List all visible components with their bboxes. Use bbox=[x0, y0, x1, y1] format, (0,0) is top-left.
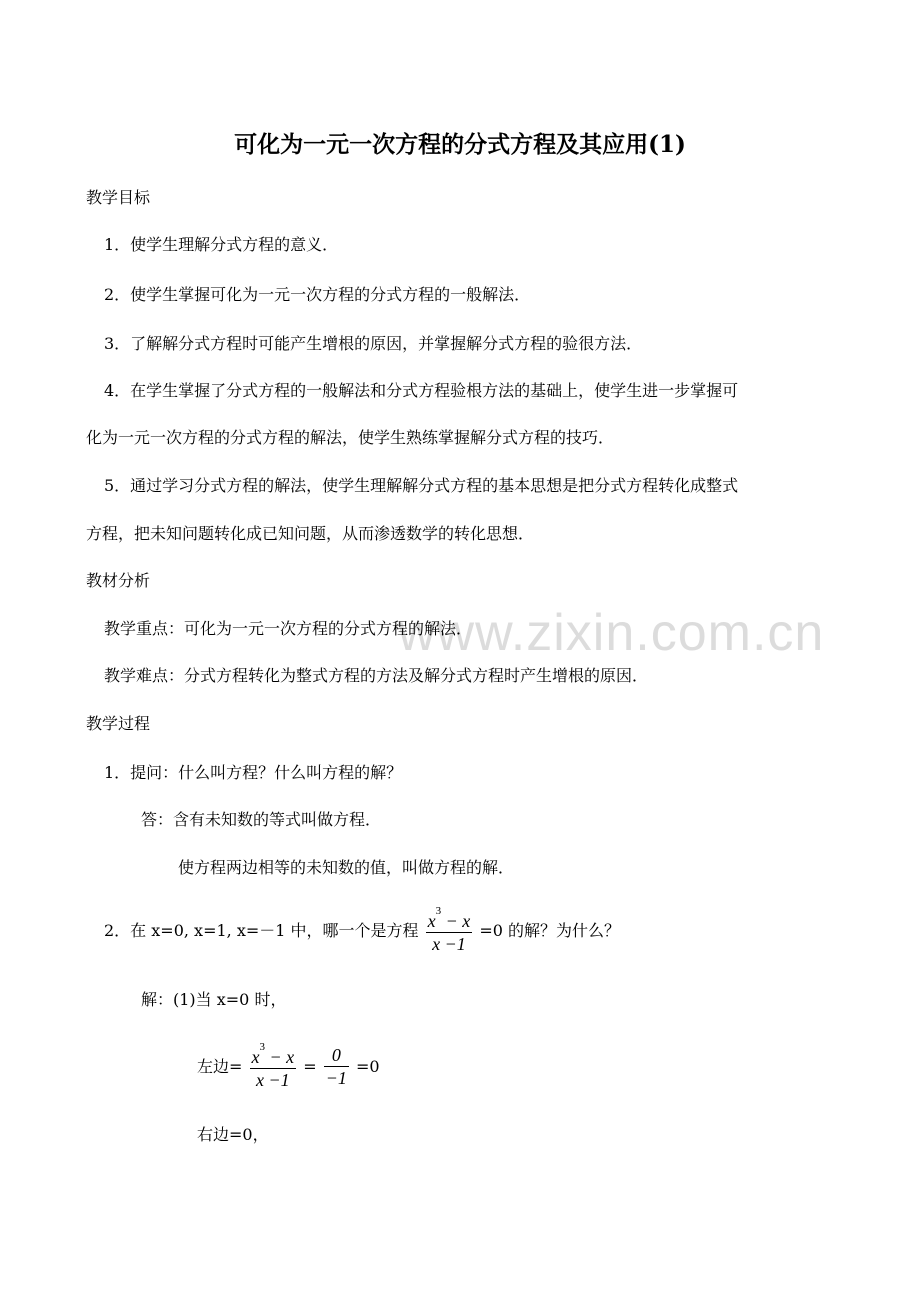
objective-item-continued: 化为一元一次方程的分式方程的解法，使学生熟练掌握解分式方程的技巧． bbox=[86, 428, 615, 447]
solution-intro: 解：(1)当 x=0 时， bbox=[141, 990, 287, 1009]
question-2-text-after: =0 的解？为什么？ bbox=[479, 920, 621, 940]
page-title: 可化为一元一次方程的分式方程及其应用(1) bbox=[234, 131, 686, 158]
fraction-numerator-exponent: 3 bbox=[435, 905, 442, 917]
objective-item: 2．使学生掌握可化为一元一次方程的分式方程的一般解法． bbox=[104, 285, 531, 304]
right-side: 右边=0， bbox=[197, 1125, 269, 1144]
equals-sign: = bbox=[303, 1056, 317, 1076]
neg-one-denominator: −1 bbox=[325, 1068, 347, 1088]
fraction-expression bbox=[426, 906, 473, 955]
fraction-denominator: x −1 bbox=[432, 934, 466, 954]
fraction-expression bbox=[250, 1042, 297, 1091]
objective-item: 3．了解解分式方程时可能产生增根的原因，并掌握解分式方程的验很方法． bbox=[104, 334, 643, 353]
left-side-result: =0 bbox=[356, 1056, 380, 1076]
left-side-calc bbox=[197, 1042, 380, 1091]
fraction-numerator-rest: − x bbox=[265, 1047, 295, 1067]
question-2 bbox=[104, 906, 620, 955]
question-2-text-before: 2．在 x=0, x=1, x=－1 中，哪一个是方程 bbox=[104, 920, 419, 940]
answer-1-line-1: 答：含有未知数的等式叫做方程． bbox=[141, 810, 382, 829]
objective-item-continued: 方程，把未知问题转化成已知问题，从而渗透数学的转化思想． bbox=[86, 524, 535, 543]
section-heading-analysis: 教材分析 bbox=[86, 571, 151, 590]
fraction-numerator-rest: − x bbox=[441, 911, 471, 931]
objective-item: 4．在学生掌握了分式方程的一般解法和分式方程验根方法的基础上，使学生进一步掌握可 bbox=[104, 381, 739, 400]
left-side-label: 左边= bbox=[197, 1056, 243, 1076]
fraction-numerator-base: x bbox=[251, 1047, 260, 1067]
fraction-denominator: x −1 bbox=[256, 1070, 290, 1090]
section-heading-objectives: 教学目标 bbox=[86, 188, 151, 207]
key-point: 教学重点：可化为一元一次方程的分式方程的解法． bbox=[104, 619, 473, 638]
objective-item: 5．通过学习分式方程的解法，使学生理解解分式方程的基本思想是把分式方程转化成整式 bbox=[104, 476, 739, 495]
difficulty-point: 教学难点：分式方程转化为整式方程的方法及解分式方程时产生增根的原因． bbox=[104, 666, 649, 685]
zero-numerator: 0 bbox=[331, 1045, 341, 1065]
fraction-numerator-base: x bbox=[427, 911, 436, 931]
question-1: 1．提问：什么叫方程？什么叫方程的解？ bbox=[104, 763, 403, 782]
answer-1-line-2: 使方程两边相等的未知数的值，叫做方程的解． bbox=[178, 858, 515, 877]
zero-over-neg-one bbox=[324, 1044, 349, 1089]
watermark: www.zixin.com.cn bbox=[398, 604, 825, 662]
fraction-numerator-exponent: 3 bbox=[259, 1041, 266, 1053]
section-heading-process: 教学过程 bbox=[86, 714, 151, 733]
objective-item: 1．使学生理解分式方程的意义． bbox=[104, 235, 339, 254]
